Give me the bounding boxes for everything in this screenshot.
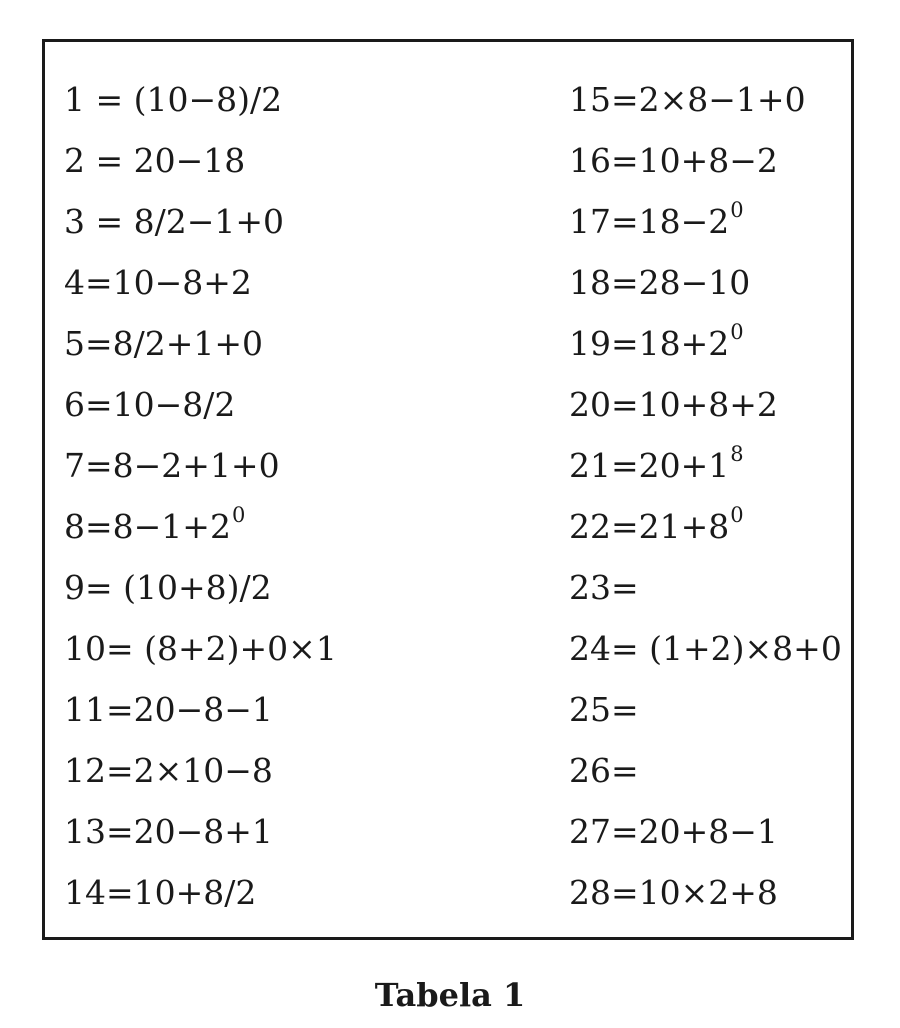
equation-text: 19=18+2 xyxy=(569,324,730,363)
equation-text: 20=10+8+2 xyxy=(569,385,778,424)
equation-row-left xyxy=(64,200,337,261)
equation-row-right xyxy=(569,200,842,261)
equation-text: 7=8−2+1+0 xyxy=(64,446,280,485)
equation-row-right xyxy=(569,871,842,932)
equation-row-right xyxy=(569,505,842,566)
equation-row-left xyxy=(64,261,337,322)
equation-text: 10= (8+2)+0×1 xyxy=(64,629,337,668)
equation-text: 5=8/2+1+0 xyxy=(64,324,264,363)
equation-text: 23= xyxy=(569,568,639,607)
table-caption: Tabela 1 xyxy=(374,976,526,1014)
equation-text: 6=10−8/2 xyxy=(64,385,236,424)
equation-row-right xyxy=(569,749,842,810)
equation-row-right xyxy=(569,139,842,200)
equation-text: 21=20+1 xyxy=(569,446,730,485)
equation-text: 18=28−10 xyxy=(569,263,751,302)
equation-text: 4=10−8+2 xyxy=(64,263,252,302)
equation-row-left xyxy=(64,322,337,383)
equation-text: 11=20−8−1 xyxy=(64,690,273,729)
equation-text: 1 = (10−8)/2 xyxy=(64,80,283,119)
equation-text: 3 = 8/2−1+0 xyxy=(64,202,285,241)
equation-row-left xyxy=(64,444,337,505)
equation-text: 24= (1+2)×8+0 xyxy=(569,629,842,668)
equation-row-left xyxy=(64,688,337,749)
equation-text: 27=20+8−1 xyxy=(569,812,778,851)
equation-row-left xyxy=(64,383,337,444)
equation-text: 12=2×10−8 xyxy=(64,751,273,790)
equation-text: 25= xyxy=(569,690,639,729)
equation-row-right xyxy=(569,383,842,444)
equation-exponent: 0 xyxy=(730,320,744,344)
equation-text: 28=10×2+8 xyxy=(569,873,778,912)
equation-row-left xyxy=(64,505,337,566)
equation-row-left xyxy=(64,566,337,627)
equation-text: 14=10+8/2 xyxy=(64,873,257,912)
equation-text: 16=10+8−2 xyxy=(569,141,778,180)
equation-row-left xyxy=(64,627,337,688)
equation-exponent: 0 xyxy=(730,198,744,222)
equation-exponent: 0 xyxy=(231,503,246,527)
equation-row-right xyxy=(569,688,842,749)
equation-text: 15=2×8−1+0 xyxy=(569,80,806,119)
equation-exponent: 0 xyxy=(730,503,744,527)
equation-text: 2 = 20−18 xyxy=(64,141,246,180)
equation-text: 8=8−1+2 xyxy=(64,507,231,546)
equation-text: 26= xyxy=(569,751,639,790)
equation-row-right xyxy=(569,810,842,871)
equation-text: 13=20−8+1 xyxy=(64,812,273,851)
equation-text: 22=21+8 xyxy=(569,507,730,546)
left-equation-column xyxy=(64,78,337,932)
equation-text: 9= (10+8)/2 xyxy=(64,568,272,607)
equation-row-right xyxy=(569,78,842,139)
equation-row-right xyxy=(569,444,842,505)
equation-row-right xyxy=(569,261,842,322)
equation-row-right xyxy=(569,566,842,627)
equation-row-left xyxy=(64,139,337,200)
equation-text: 17=18−2 xyxy=(569,202,730,241)
equation-row-left xyxy=(64,749,337,810)
equation-row-right xyxy=(569,322,842,383)
equation-row-left xyxy=(64,810,337,871)
equation-exponent: 8 xyxy=(730,442,744,466)
right-equation-column xyxy=(569,78,842,932)
equation-row-left xyxy=(64,871,337,932)
equation-row-right xyxy=(569,627,842,688)
equation-row-left xyxy=(64,78,337,139)
